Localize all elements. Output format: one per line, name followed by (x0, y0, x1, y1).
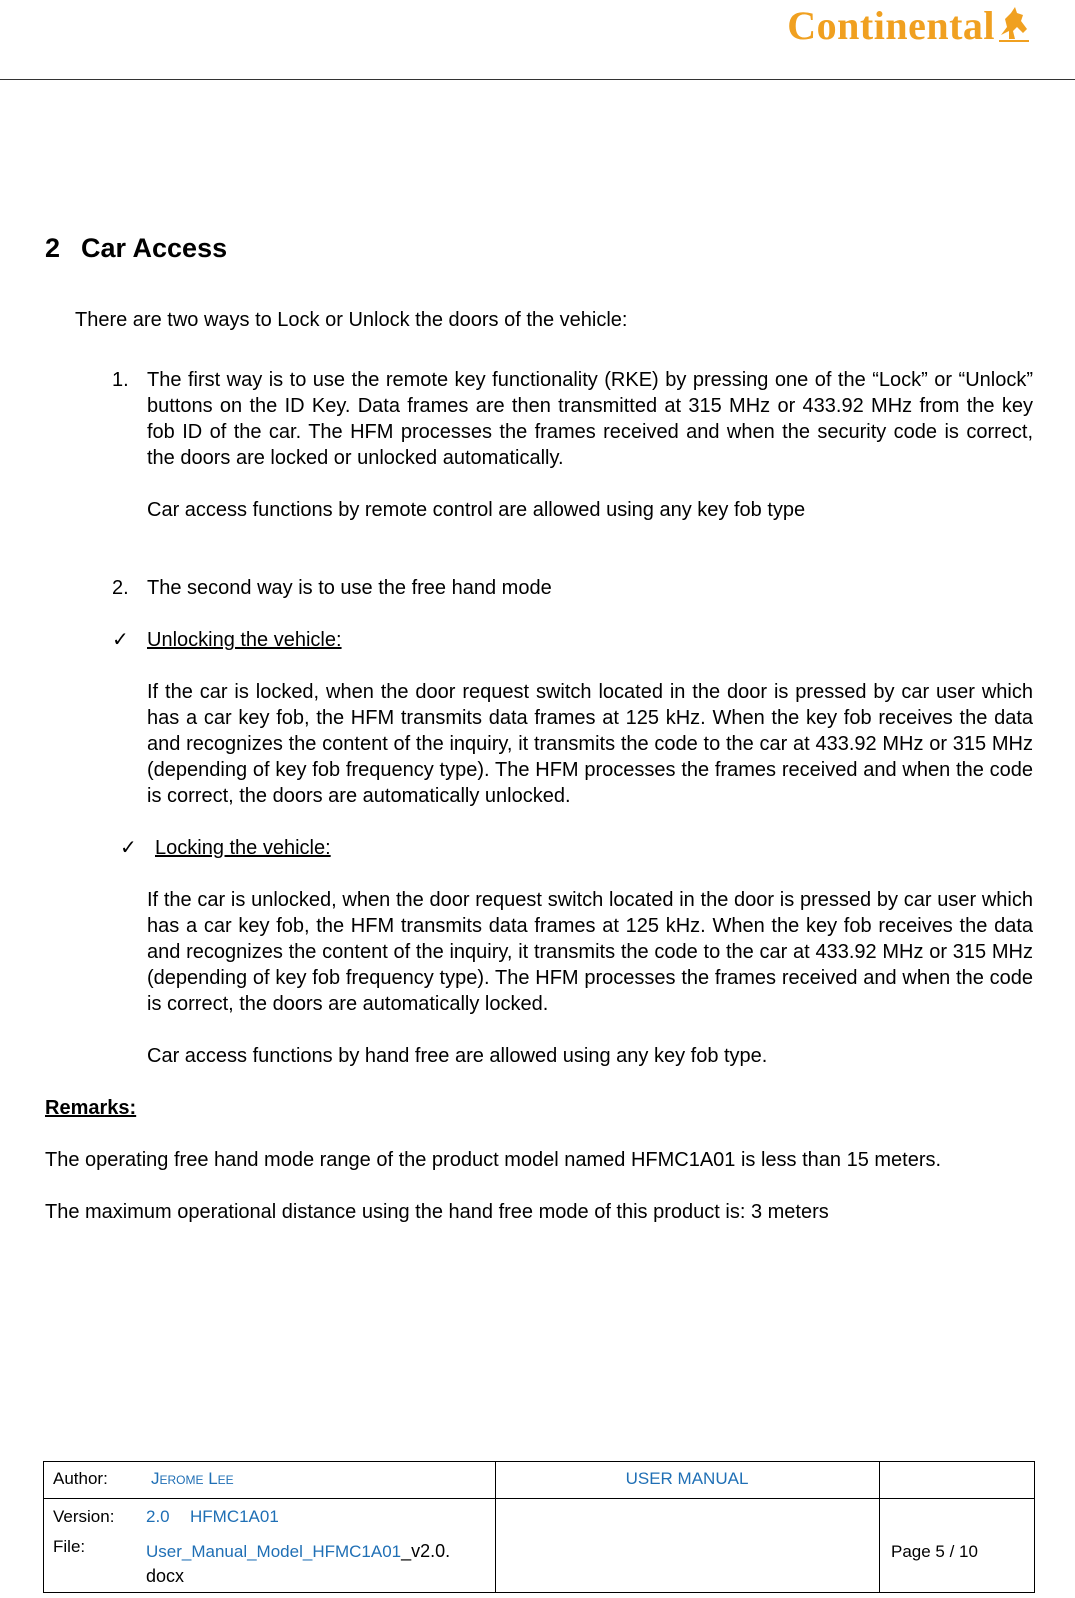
version-label: Version: (53, 1507, 115, 1526)
remarks-paragraph: The maximum operational distance using the hand free mode of this product is: 3 meters (45, 1201, 829, 1223)
section-title: Car Access (81, 233, 228, 263)
logo-text: Continental (787, 2, 995, 48)
locking-title: Locking the vehicle: (155, 837, 331, 859)
footer-divider (44, 1498, 1034, 1499)
page-number: Page 5 / 10 (891, 1542, 978, 1561)
remarks-paragraph: The operating free hand mode range of the product model named HFMC1A01 is less than 15 meters. (45, 1149, 942, 1171)
author-label: Author: (53, 1469, 108, 1488)
checkmark-icon: ✓ (120, 837, 137, 859)
horse-icon (997, 5, 1031, 45)
intro-paragraph: There are two ways to Lock or Unlock the doors of the vehicle: (75, 309, 628, 331)
checkmark-icon: ✓ (112, 629, 129, 651)
remarks-heading: Remarks: (45, 1097, 137, 1119)
page-content (45, 235, 1033, 1225)
section-heading (45, 235, 1033, 261)
list-item (112, 367, 1033, 523)
unlocking-title: Unlocking the vehicle: (147, 629, 342, 651)
locking-note: Car access functions by hand free are allowed using any key fob type. (147, 1045, 768, 1067)
locking-text: If the car is unlocked, when the door request switch located in the door is pressed by car user which has a car key fob, the HFM transmits data frames at 125 kHz. When the key fob receives the data and recognizes the content of the inquiry, it transmits the code to the car at 433.92 MHz or 315 MHz (depending of key fob frequency type). The HFM processes the frames received and when the code is correct, the doors are automatically locked. (147, 889, 1033, 1015)
list-item-text: The second way is to use the free hand mode (147, 577, 552, 599)
file-name (146, 1539, 491, 1589)
list-marker: 2. (112, 577, 129, 599)
unlocking-text: If the car is locked, when the door request switch located in the door is pressed by car user which has a car key fob, the HFM transmits data frames at 125 kHz. When the key fob receives the data and recognizes the content of the inquiry, it transmits the code to the car at 433.92 MHz or 315 MHz (depending of key fob frequency type). The HFM processes the frames received and when the code is correct, the doors are automatically unlocked. (147, 681, 1033, 807)
list-marker: 1. (112, 369, 129, 391)
list-item-note: Car access functions by remote control are allowed using any key fob type (147, 499, 806, 521)
file-name-version: _v2.0. (401, 1541, 451, 1561)
header-divider (0, 79, 1075, 80)
document-footer-table (43, 1461, 1035, 1593)
unlocking-subsection (112, 627, 1033, 653)
access-methods-list (112, 367, 1033, 1069)
list-item-text: The first way is to use the remote key functionality (RKE) by pressing one of the “Lock” or “Unlock” buttons on the ID Key. Data frames are then transmitted at 315 MHz or 433.92 MHz from the key fob ID of the car. The HFM processes the frames received and when the security code is correct, the doors are locked or unlocked automatically. (147, 369, 1033, 469)
file-extension: docx (146, 1566, 185, 1586)
author-name: Jerome Lee (151, 1469, 234, 1488)
document-type: USER MANUAL (625, 1469, 749, 1488)
model-name: HFMC1A01 (190, 1507, 279, 1526)
section-number: 2 (45, 233, 61, 263)
continental-logo (787, 0, 1031, 50)
footer-divider (879, 1462, 880, 1592)
list-item (112, 575, 1033, 601)
locking-subsection (112, 835, 1033, 861)
version-number: 2.0 (146, 1507, 170, 1526)
file-name-base: User_Manual_Model_HFMC1A01 (146, 1542, 402, 1561)
file-label: File: (53, 1537, 86, 1556)
